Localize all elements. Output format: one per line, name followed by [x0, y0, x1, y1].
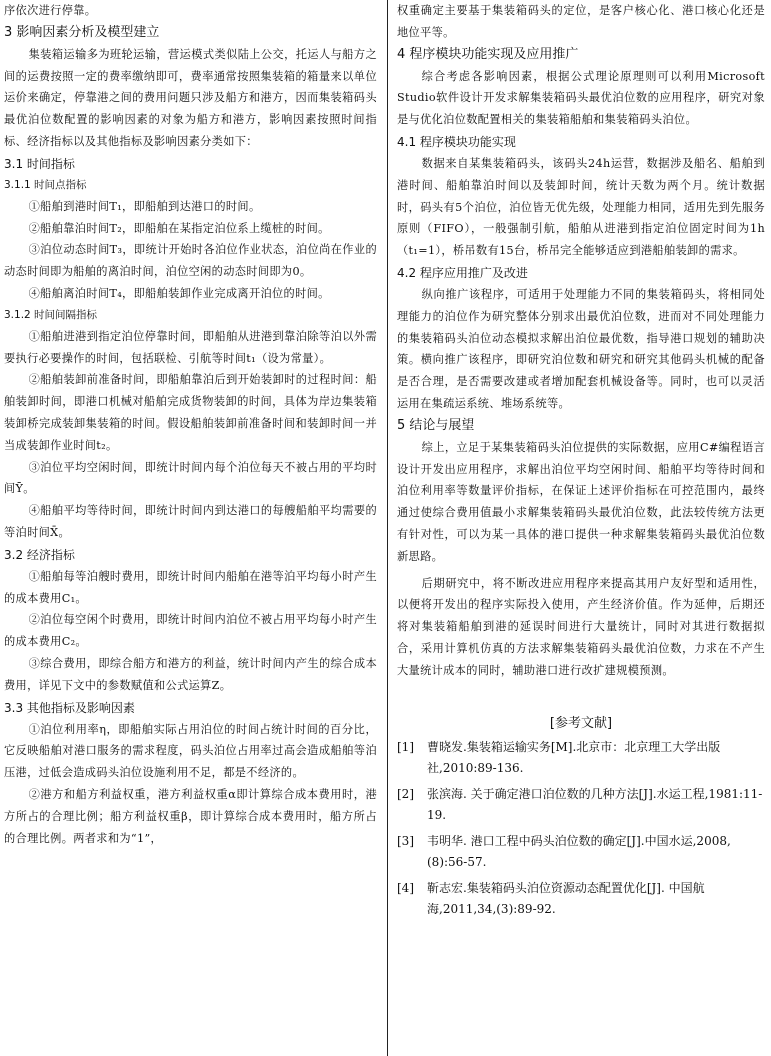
body-text: 序依次进行停靠。: [4, 4, 97, 17]
list-paragraph: ②船舶靠泊时间T₂，即船舶在某指定泊位系上缆桩的时间。: [28, 221, 330, 235]
list-paragraph: ②港方和船方利益权重，港方利益权重α即计算综合成本费用时，港方所占的合理比例；船方利益权重β，即计算综合成本费用时，船方所占的合理比例。两者求和为“1”，: [4, 787, 377, 845]
reference-number: [4]: [397, 880, 414, 895]
column-divider: [387, 0, 388, 1056]
reference-item: [397, 784, 765, 826]
reference-text: 靳志宏.集装箱码头泊位资源动态配置优化[J]. 中国航海,2011,34,(3):89-92.: [427, 880, 705, 916]
reference-number: [2]: [397, 786, 414, 801]
reference-number: [3]: [397, 833, 414, 848]
section-heading: 5 结论与展望: [397, 417, 475, 433]
body-paragraph: 后期研究中，将不断改进应用程序来提高其用户友好型和适用性，以便将开发出的程序实际投入使用，产生经济价值。作为延伸，后期还将对集装箱船舶到港的延误时间进行大量统计，同时对其进行数据拟合，采用计算机仿真的方法求解集装箱码头最优泊位数，力求在不产生大量统计成本的同时，辅助港口进行改扩建规模预测。: [397, 576, 765, 677]
reference-item: [397, 831, 765, 873]
subsection-heading: 3.1 时间指标: [4, 156, 75, 171]
list-paragraph: ③泊位动态时间T₃，即统计开始时各泊位作业状态，泊位尚在作业的动态时间即为船舶的离泊时间，泊位空闲的动态时间即为0。: [4, 243, 377, 279]
body-paragraph: 数据来自某集装箱码头，该码头24h运营，数据涉及船名、船舶到港时间、船舶靠泊时间以及装卸时间，统计天数为两个月。统计数据时，码头有5个泊位，泊位皆无优先级，处理能力相同，适用先到先服务原则（FIFO），一般强制引航，船舶从进港到指定泊位固定时间为1h（t₁=1），桥吊数有15台，桥吊完全能够适应到港船舶装卸的需求。: [397, 156, 765, 258]
body-text: 权重确定主要基于集装箱码头的定位，是客户核心化、港口核心化还是地位平等。: [397, 4, 765, 39]
section-heading: 3 影响因素分析及模型建立: [4, 24, 160, 40]
subsubsection-heading: 3.1.1 时间点指标: [4, 178, 87, 191]
reference-text: 韦明华. 港口工程中码头泊位数的确定[J].中国水运,2008,(8):56-57.: [427, 833, 731, 869]
list-paragraph: ③综合费用，即综合船方和港方的利益，统计时间内产生的综合成本费用，详见下文中的参数赋值和公式运算Z。: [4, 656, 377, 692]
reference-text: 曹晓发.集装箱运输实务[M].北京市：北京理工大学出版社,2010:89-136.: [427, 739, 721, 775]
list-paragraph: ④船舶离泊时间T₄，即船舶装卸作业完成离开泊位的时间。: [28, 286, 330, 300]
body-paragraph: 集装箱运输多为班轮运输，营运模式类似陆上公交，托运人与船方之间的运费按照一定的费率缴纳即可，费率通常按照集装箱的箱量来以单位运价来确定，停靠港之间的费用问题只涉及船方和港方，因而集装箱码头最优泊位数配置的影响因素的对象为船方和港方，影响因素按照时间指标、经济指标以及其他指标及影响因素分类如下：: [4, 47, 377, 148]
reference-item: [397, 878, 765, 920]
subsubsection-heading: 3.1.2 时间间隔指标: [4, 308, 98, 321]
list-paragraph: ①泊位利用率η，即船舶实际占用泊位的时间占统计时间的百分比，它反映船舶对港口服务的需求程度，码头泊位占用率过高会造成船舶等泊压港，过低会造成码头泊位设施利用不足，都是不经济的。: [4, 722, 377, 780]
reference-item: [397, 737, 765, 779]
subsection-heading: 3.2 经济指标: [4, 547, 75, 562]
section-heading: 4 程序模块功能实现及应用推广: [397, 46, 579, 62]
list-paragraph: ①船舶到港时间T₁，即船舶到达港口的时间。: [28, 199, 261, 213]
list-paragraph: ②船舶装卸前准备时间，即船舶靠泊后到开始装卸时的过程时间：船舶装卸时间，即港口机械对船舶完成货物装卸的时间，具体为岸边集装箱装卸桥完成装卸集装箱的时间。假设船舶装卸前准备时间和装卸时间一并当成装卸作业时间t₂。: [4, 373, 377, 452]
body-paragraph: 纵向推广该程序，可适用于处理能力不同的集装箱码头，将相同处理能力的泊位作为研究整体分别求出最优泊位数，进而对不同处理能力的集装箱码头泊位动态模拟求解出泊位最优数，指导港口规划的辅助决策。横向推广该程序，即研究泊位数和研究和研究其他码头机械的配备是否合理，是否需要改建或者增加配套机械设备等。同时，也可以灵活运用在集疏运系统、堆场系统等。: [397, 287, 765, 410]
list-paragraph: ①船舶每等泊艘时费用，即统计时间内船舶在港等泊平均每小时产生的成本费用C₁。: [4, 569, 377, 605]
reference-text: 张滨海. 关于确定港口泊位数的几种方法[J].水运工程,1981:11-19.: [427, 786, 763, 822]
subsection-heading: 4.2 程序应用推广及改进: [397, 265, 528, 280]
body-paragraph: 综合考虑各影响因素，根据公式理论原理则可以利用Microsoft Studio软件设计开发求解集装箱码头最优泊位数的应用程序，研究对象是与优化泊位数配置相关的集装箱船舶和集装箱码头泊位。: [397, 69, 765, 127]
subsection-heading: 4.1 程序模块功能实现: [397, 134, 516, 149]
reference-number: [1]: [397, 739, 414, 754]
left-column: [4, 0, 377, 849]
right-column: [397, 0, 765, 925]
body-paragraph: 综上，立足于某集装箱码头泊位提供的实际数据，应用C#编程语言设计开发出应用程序，求解出泊位平均空闲时间、船舶平均等待时间和泊位利用率等数量评价指标，在保证上述评价指标在可控范围内，最终通过使综合费用值最小求解集装箱码头最优泊位数，此法较传统方法更有针对性，可以为某一具体的港口提供一种求解集装箱码头最优泊位数新思路。: [397, 440, 765, 563]
list-paragraph: ④船舶平均等待时间，即统计时间内到达港口的每艘船舶平均需要的等泊时间X̄。: [4, 504, 377, 539]
list-paragraph: ③泊位平均空闲时间，即统计时间内每个泊位每天不被占用的平均时间Ȳ。: [4, 460, 377, 496]
subsection-heading: 3.3 其他指标及影响因素: [4, 700, 135, 715]
list-paragraph: ①船舶进港到指定泊位停靠时间，即船舶从进港到靠泊除等泊以外需要执行必要操作的时间，包括联检、引航等时间t₁（设为常量）。: [4, 329, 377, 365]
list-paragraph: ②泊位每空闲个时费用，即统计时间内泊位不被占用平均每小时产生的成本费用C₂。: [4, 613, 377, 649]
references-heading: [参考文献]: [549, 715, 613, 731]
